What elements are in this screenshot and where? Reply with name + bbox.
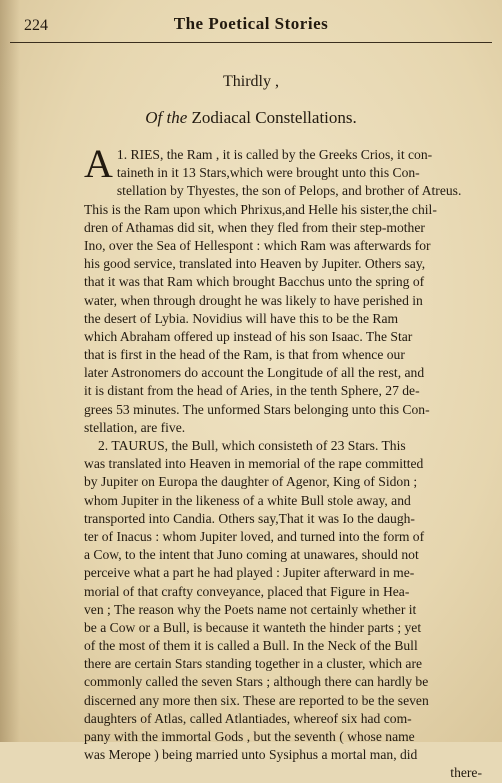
text-line: dren of Athamas did sit, when they fled from their step-mother bbox=[84, 219, 425, 235]
text-line: grees 53 minutes. The unformed Stars belonging unto this Con- bbox=[84, 401, 430, 417]
text-line: daughters of Atlas, called Atlantiades, whereof six had com- bbox=[84, 710, 412, 726]
text-line: transported into Candia. Others say,That it was Io the daugh- bbox=[84, 510, 415, 526]
paragraph-number: 1. bbox=[116, 147, 128, 162]
text-line: was Merope ) being married unto Sysiphus a mortal man, did bbox=[84, 747, 418, 763]
text-line: pany with the immortal Gods , but the seventh ( whose name bbox=[84, 729, 415, 744]
body-text bbox=[84, 141, 482, 783]
text-line: it is distant from the head of Aries, in the tenth Sphere, 27 de- bbox=[84, 383, 420, 399]
text-line: perceive what a part he had played : Jupiter afterward in me- bbox=[84, 565, 415, 581]
line-text: RIES, the Ram , it is called by the Greeks Crios, it con- bbox=[130, 147, 433, 162]
text-line: be a Cow or a Bull, is because it wanteth the hinder parts ; yet bbox=[84, 619, 422, 635]
text-line: This is the Ram upon which Phrixus,and Helle his sister,the chil- bbox=[84, 201, 437, 217]
chapter-title-italic: Of the bbox=[145, 108, 188, 127]
text-line: discerned any more then six. These are reported to be the seven bbox=[84, 692, 429, 708]
text-line: morial of that crafty conveyance, placed that Figure in Hea- bbox=[84, 583, 410, 599]
text-line: commonly called the seven Stars ; although there can hardly be bbox=[84, 674, 429, 690]
chapter-title-roman: Zodiacal Constellations. bbox=[191, 108, 357, 127]
drop-cap: A bbox=[84, 141, 113, 186]
text-line: ven ; The reason why the Poets name not certainly whether it bbox=[84, 601, 417, 617]
page-header bbox=[10, 14, 492, 43]
text-line: his good service, translated into Heaven by Jupiter. Others say, bbox=[84, 256, 426, 272]
page-number: 224 bbox=[24, 17, 48, 34]
text-line: Ino, over the Sea of Hellespont : which Ram was afterwards for bbox=[84, 237, 431, 253]
text-line: 2. TAURUS, the Bull, which consisteth of 23 Stars. This bbox=[98, 438, 406, 453]
text-line: of the most of them it is called a Bull. In the Neck of the Bull bbox=[84, 638, 418, 654]
text-line: was translated into Heaven in memorial of the rape committed bbox=[84, 456, 424, 472]
text-line: a Cow, to the intent that Juno coming at unawares, should not bbox=[84, 547, 419, 563]
text-line: water, when through drought he was likely to have perished in bbox=[84, 292, 423, 308]
text-line: that is first in the head of the Ram, is that from whence our bbox=[84, 347, 405, 363]
text-line: taineth in it 13 Stars,which were brought unto this Con- bbox=[116, 165, 420, 181]
text-line: stellation, are five. bbox=[84, 419, 186, 435]
text-line: that it was that Ram which brought Bacchus unto the spring of bbox=[84, 274, 425, 290]
text-line: there- bbox=[450, 765, 482, 781]
text-line: which Abraham offered up instead of his son Isaac. The Star bbox=[84, 328, 413, 344]
text-line: whom Jupiter in the likeness of a white Bull stole away, and bbox=[84, 492, 411, 508]
text-line: ter of Inacus : whom Jupiter loved, and turned into the form of bbox=[84, 528, 425, 544]
running-title: The Poetical Stories bbox=[173, 14, 329, 33]
text-line: later Astronomers do account the Longitude of all the rest, and bbox=[84, 365, 425, 381]
text-line: stellation by Thyestes, the son of Pelops, and brother of Atreus. bbox=[116, 183, 462, 199]
chapter-title bbox=[0, 108, 502, 128]
section-heading: Thirdly , bbox=[223, 73, 279, 90]
text-line: there are certain Stars standing together in a cluster, which are bbox=[84, 656, 423, 672]
text-line: by Jupiter on Europa the daughter of Agenor, King of Sidon ; bbox=[84, 474, 418, 490]
text-line: the desert of Lybia. Novidius will have this to be the Ram bbox=[84, 310, 399, 326]
